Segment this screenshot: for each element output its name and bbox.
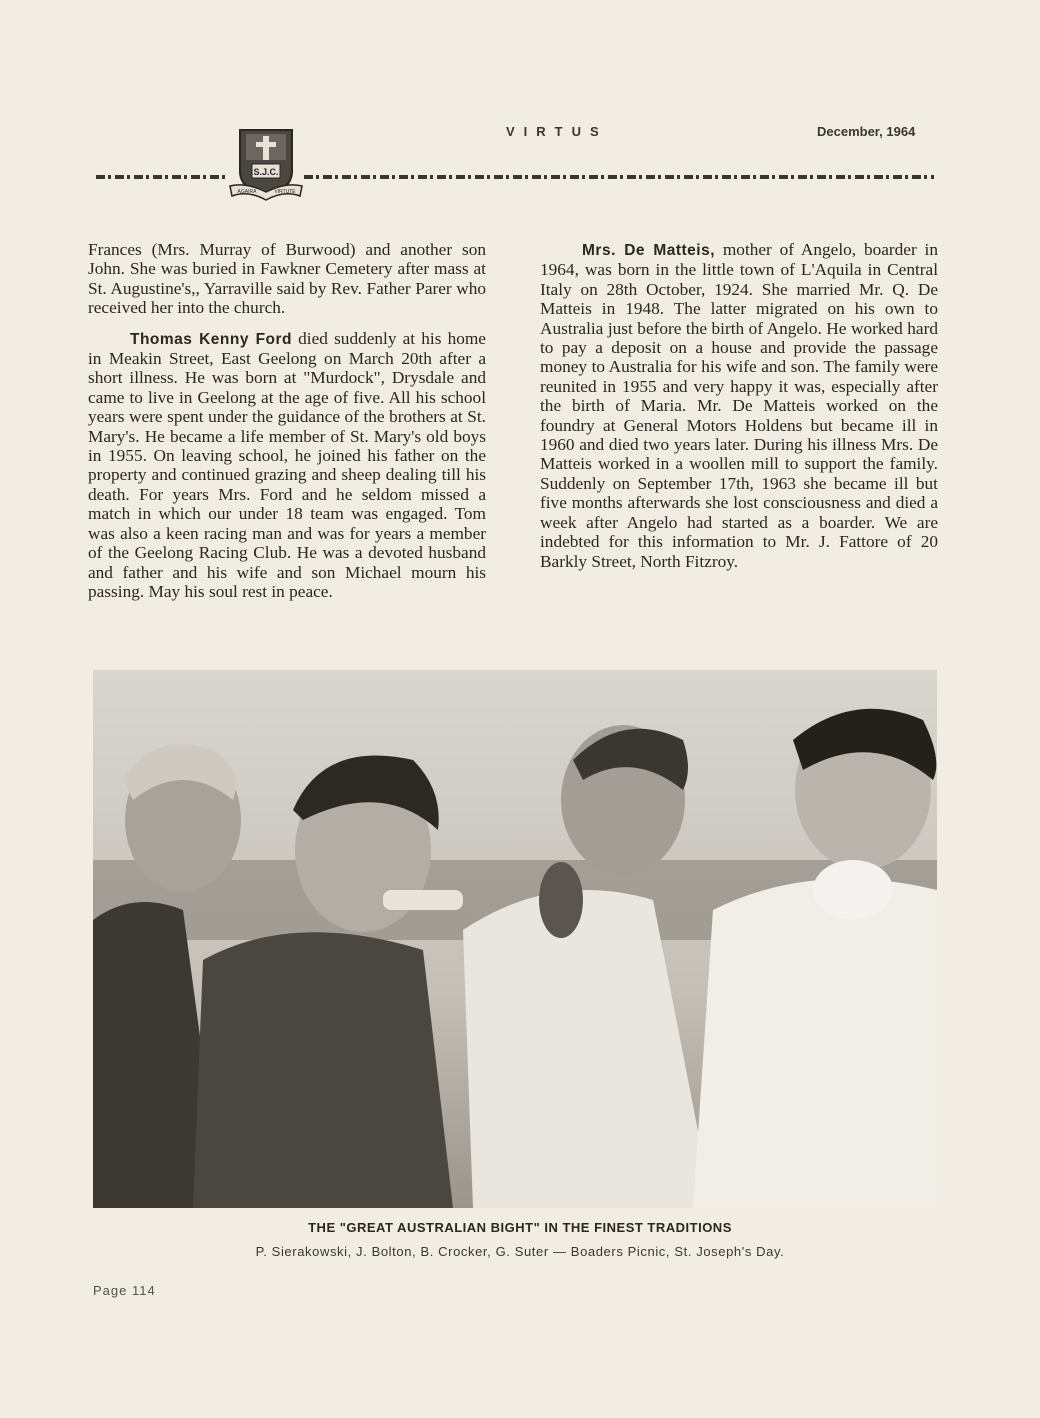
crest-initials: S.J.C.: [253, 167, 279, 177]
crest-motto-right: VIRTUTE: [274, 189, 296, 195]
obituary-name: Mrs. De Matteis,: [582, 242, 716, 259]
obituary-text: mother of Angelo, boarder in 1964, was born in the little town of L'Aquila in Central Italy on 28th October, 1924. She married Mr. Q. De Matteis in 1948. The latter migrated on his own to Australia just before the birth of Angelo. He worked hard to pay a deposit on a house and provide the passage money to Australia for his wife and son. The family were reunited in 1955 and very happy it was, especially after the birth of Maria. Mr. De Matteis worked on the foundry at General Motors Holdens but became ill in 1960 and died two years later. During his illness Mrs. De Matteis worked in a woollen mill to support the family. Suddenly on September 17th, 1963 she became ill but five months afterwards she lost consciousness and died a week after Angelo had started as a boarder. We are indebted for this information to Mr. J. Fattore of 20 Barkly Street, North Fitzroy.: [540, 240, 938, 571]
photograph-boys-eating: [93, 670, 937, 1208]
crest-motto-left: AGAIRA: [237, 189, 257, 195]
school-crest: [226, 120, 306, 206]
photo-caption-credit: P. Sierakowski, J. Bolton, B. Crocker, G. Suter — Boaders Picnic, St. Joseph's Day.: [255, 1244, 785, 1259]
header-rule-left: [96, 175, 228, 179]
obituary-thomas-ford: [88, 329, 486, 602]
page-number: Page 114: [93, 1283, 156, 1298]
obituary-continued: Frances (Mrs. Murray of Burwood) and another son John. She was buried in Fawkner Cemetery after mass at St. Augustine's,, Yarraville said by Rev. Father Parer who received her into the church.: [88, 240, 486, 318]
obituary-text: died suddenly at his home in Meakin Street, East Geelong on March 20th after a short illness. He was born at "Murdock", Drysdale and came to live in Geelong at the age of five. All his school years were spent under the guidance of the brothers at St. Mary's. He became a life member of St. Mary's old boys in 1955. On leaving school, he joined his father on the property and continued grazing and sheep dealing till his death. For years Mrs. Ford and he seldom missed a match in which our under 18 team was engaged. Tom was also a keen racing man and was for years a member of the Geelong Racing Club. He was a devoted husband and father and his wife and son Michael mourn his passing. May his soul rest in peace.: [88, 328, 486, 601]
left-column: [88, 240, 486, 612]
obituary-name: Thomas Kenny Ford: [130, 330, 293, 348]
obituary-de-matteis: [540, 240, 938, 571]
issue-date: December, 1964: [817, 124, 916, 139]
masthead-title: VIRTUS: [506, 124, 608, 139]
header-rule-right: [304, 175, 934, 179]
right-column: [540, 240, 938, 582]
photo-caption-title: THE "GREAT AUSTRALIAN BIGHT" IN THE FINEST TRADITIONS: [308, 1220, 732, 1235]
